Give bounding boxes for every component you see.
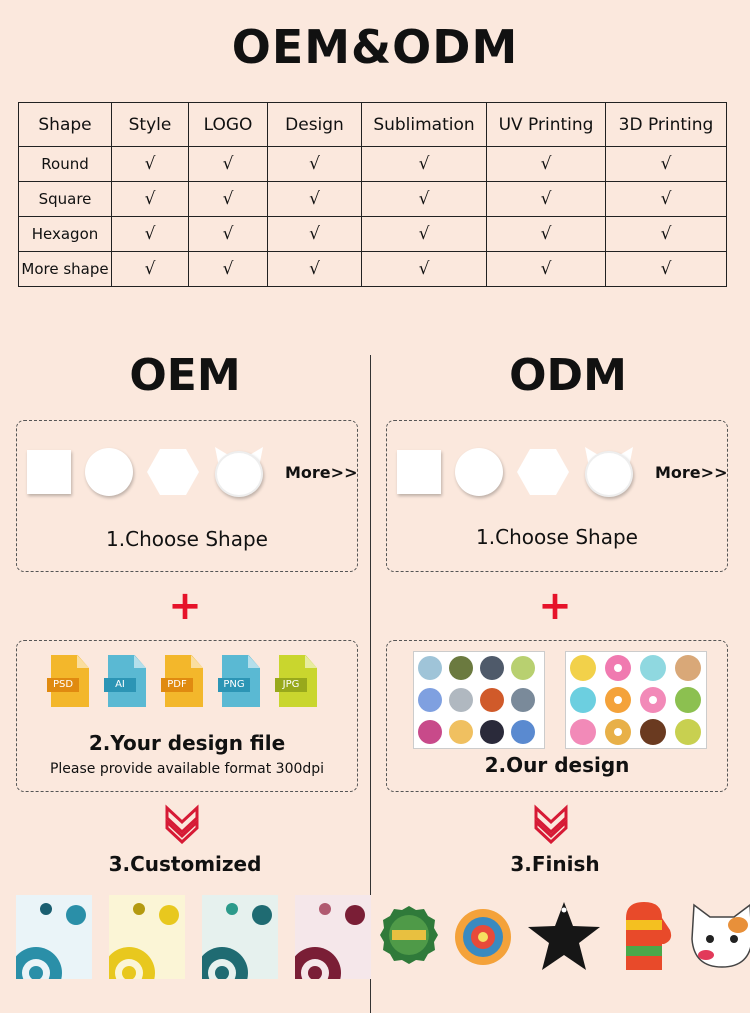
odm-step1-label: 1.Choose Shape [476, 525, 638, 549]
row-shape-label: Square [19, 182, 112, 217]
square-shape-option[interactable] [397, 450, 441, 494]
check-mark: √ [487, 217, 606, 252]
mandala-coaster [452, 904, 514, 968]
pdf-file-icon: PDF [165, 655, 203, 707]
oem-heading: OEM [129, 350, 241, 401]
check-mark: √ [268, 182, 362, 217]
donut-designs-image [565, 651, 707, 749]
round-shape-option[interactable] [455, 448, 503, 496]
psd-file-icon: PSD [51, 655, 89, 707]
cat-shape-option[interactable] [213, 447, 265, 497]
page-title: OEM&ODM [231, 20, 519, 74]
cat-designs-image [413, 651, 545, 749]
pattern-tile [16, 895, 92, 979]
mitten-coaster [614, 900, 676, 972]
header-design: Design [268, 103, 362, 147]
check-mark: √ [268, 217, 362, 252]
check-mark: √ [112, 252, 189, 287]
odm-design-box [386, 640, 728, 792]
check-mark: √ [487, 147, 606, 182]
header-3d-printing: 3D Printing [606, 103, 727, 147]
customized-tiles [16, 895, 371, 979]
more-shapes-link[interactable]: More>> [655, 462, 728, 482]
chevron-down-icon [164, 804, 200, 844]
more-shapes-link[interactable]: More>> [285, 462, 358, 482]
odm-shape-box [386, 420, 728, 572]
oem-step1-label: 1.Choose Shape [106, 527, 268, 551]
hexagon-shape-option[interactable] [147, 449, 199, 495]
check-mark: √ [362, 147, 487, 182]
header-logo: LOGO [189, 103, 268, 147]
png-file-icon: PNG [222, 655, 260, 707]
file-format-icons [51, 655, 317, 707]
row-shape-label: Hexagon [19, 217, 112, 252]
jpg-file-icon: JPG [279, 655, 317, 707]
header-shape: Shape [19, 103, 112, 147]
finished-products [378, 900, 750, 972]
check-mark: √ [487, 252, 606, 287]
row-shape-label: More shape [19, 252, 112, 287]
chevron-down-icon [533, 804, 569, 844]
ai-file-icon: AI [108, 655, 146, 707]
header-uv-printing: UV Printing [487, 103, 606, 147]
table-row [19, 252, 727, 287]
header-sublimation: Sublimation [362, 103, 487, 147]
oem-step2-label: 2.Your design file [88, 731, 286, 755]
check-mark: √ [189, 252, 268, 287]
row-shape-label: Round [19, 147, 112, 182]
check-mark: √ [268, 252, 362, 287]
format-note: Please provide available format 300dpi [49, 761, 325, 777]
pattern-tile [202, 895, 278, 979]
check-mark: √ [112, 147, 189, 182]
oem-shape-box [16, 420, 358, 572]
pattern-tile [109, 895, 185, 979]
check-mark: √ [189, 217, 268, 252]
shape-options [27, 447, 357, 497]
check-mark: √ [606, 182, 727, 217]
check-mark: √ [268, 147, 362, 182]
hexagon-shape-option[interactable] [517, 449, 569, 495]
check-mark: √ [112, 217, 189, 252]
odm-step2-label: 2.Our design [484, 753, 630, 777]
check-mark: √ [189, 147, 268, 182]
square-shape-option[interactable] [27, 450, 71, 494]
plus-icon: + [168, 583, 202, 629]
check-mark: √ [606, 147, 727, 182]
check-mark: √ [362, 217, 487, 252]
bottle-cap-coaster [378, 904, 440, 968]
pattern-tile [295, 895, 371, 979]
check-mark: √ [606, 252, 727, 287]
check-mark: √ [606, 217, 727, 252]
odm-step3-label: 3.Finish [510, 852, 600, 876]
check-mark: √ [487, 182, 606, 217]
plus-icon: + [538, 583, 572, 629]
round-shape-option[interactable] [85, 448, 133, 496]
star-coaster [526, 900, 602, 972]
check-mark: √ [112, 182, 189, 217]
cat-shape-option[interactable] [583, 447, 635, 497]
check-mark: √ [362, 182, 487, 217]
table-row [19, 147, 727, 182]
cat-coaster [688, 903, 750, 969]
table-row [19, 217, 727, 252]
capability-table [18, 102, 727, 287]
oem-design-file-box [16, 640, 358, 792]
oem-step3-label: 3.Customized [108, 852, 262, 876]
shape-options [397, 447, 727, 497]
table-row [19, 182, 727, 217]
check-mark: √ [362, 252, 487, 287]
header-style: Style [112, 103, 189, 147]
table-header-row [19, 103, 727, 147]
check-mark: √ [189, 182, 268, 217]
odm-heading: ODM [509, 350, 627, 401]
